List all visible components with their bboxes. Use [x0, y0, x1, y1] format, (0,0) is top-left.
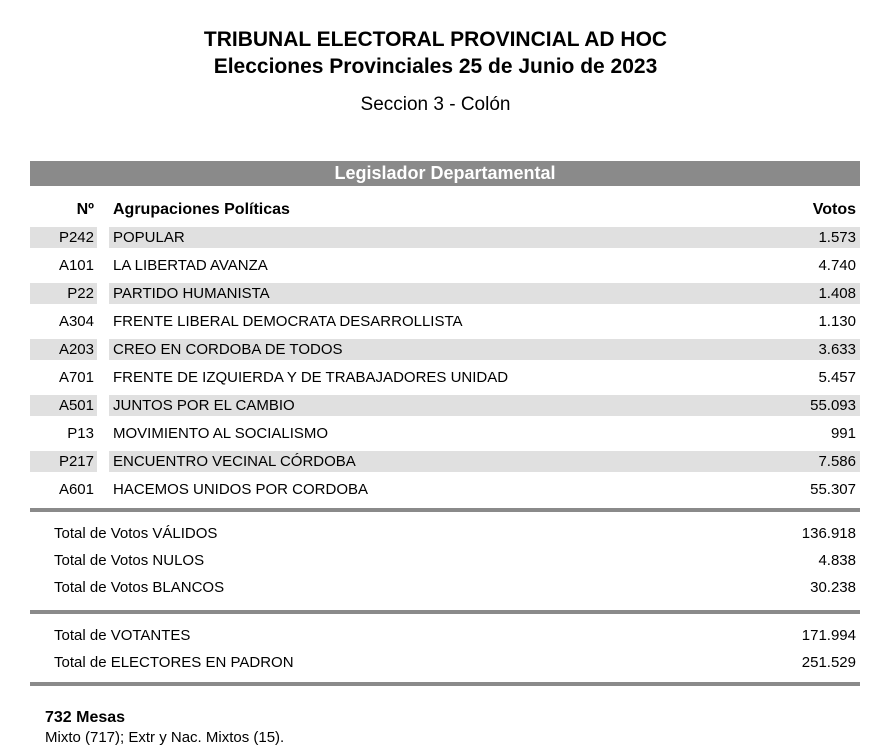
- table-row: [30, 339, 860, 360]
- party-code: A701: [58, 369, 94, 386]
- party-name: ENCUENTRO VECINAL CÓRDOBA: [113, 453, 356, 470]
- party-votes: 1.408: [818, 285, 856, 302]
- results-content: [30, 161, 860, 748]
- totals-electors-group: [30, 622, 860, 676]
- party-name: JUNTOS POR EL CAMBIO: [113, 397, 295, 414]
- page-subtitle-election: Elecciones Provinciales 25 de Junio de 2023: [213, 55, 658, 78]
- party-name: PARTIDO HUMANISTA: [113, 285, 270, 302]
- total-label: Total de ELECTORES EN PADRON: [54, 654, 294, 671]
- party-code: A304: [58, 313, 94, 330]
- total-value: 4.838: [818, 552, 856, 569]
- party-code: A501: [30, 395, 97, 416]
- party-code: A601: [58, 481, 94, 498]
- total-value: 251.529: [801, 654, 856, 671]
- total-row: [30, 649, 860, 676]
- party-code: P242: [30, 227, 97, 248]
- table-row: [30, 479, 860, 500]
- party-votes: 1.130: [818, 313, 856, 330]
- table-row: [30, 423, 860, 444]
- table-row: [30, 311, 860, 332]
- party-code: P217: [30, 451, 97, 472]
- party-name: CREO EN CORDOBA DE TODOS: [113, 341, 343, 358]
- party-code: A101: [58, 257, 94, 274]
- total-label: Total de Votos BLANCOS: [54, 579, 225, 596]
- mesas-detail: Mixto (717); Extr y Nac. Mixtos (15).: [45, 729, 285, 746]
- mesas-count: 732 Mesas: [45, 709, 126, 726]
- party-votes: 55.307: [810, 481, 856, 498]
- column-gap: [97, 199, 109, 221]
- party-name: LA LIBERTAD AVANZA: [113, 257, 268, 274]
- party-votes: 7.586: [818, 453, 856, 470]
- party-name: HACEMOS UNIDOS POR CORDOBA: [113, 481, 369, 498]
- total-row: [30, 547, 860, 574]
- column-header-party: Agrupaciones Políticas: [113, 201, 290, 218]
- separator-rule: [30, 610, 860, 614]
- separator-rule: [30, 508, 860, 512]
- party-name: MOVIMIENTO AL SOCIALISMO: [113, 425, 329, 442]
- party-votes: 3.633: [818, 341, 856, 358]
- table-row: [30, 367, 860, 388]
- totals-votes-group: [30, 520, 860, 601]
- page-title: TRIBUNAL ELECTORAL PROVINCIAL AD HOC: [203, 28, 668, 51]
- total-row: [30, 622, 860, 649]
- results-table: [30, 227, 860, 500]
- section-location: Seccion 3 - Colón: [360, 94, 511, 115]
- party-code: A203: [30, 339, 97, 360]
- total-value: 136.918: [801, 525, 856, 542]
- total-value: 171.994: [801, 627, 856, 644]
- party-votes: 5.457: [818, 369, 856, 386]
- party-votes: 1.573: [818, 229, 856, 246]
- table-column-headers: [30, 199, 860, 221]
- party-code: P22: [30, 283, 97, 304]
- table-row: [30, 395, 860, 416]
- total-row: [30, 520, 860, 547]
- party-name: FRENTE DE IZQUIERDA Y DE TRABAJADORES UNIDAD: [113, 369, 509, 386]
- total-label: Total de VOTANTES: [54, 627, 191, 644]
- total-label: Total de Votos NULOS: [54, 552, 205, 569]
- party-name: FRENTE LIBERAL DEMOCRATA DESARROLLISTA: [113, 313, 463, 330]
- table-row: [30, 283, 860, 304]
- report-footer: [30, 708, 860, 748]
- party-votes: 4.740: [818, 257, 856, 274]
- party-votes: 55.093: [810, 397, 856, 414]
- table-row: [30, 227, 860, 248]
- total-row: [30, 574, 860, 601]
- party-code: P13: [67, 425, 94, 442]
- category-banner: Legislador Departamental: [30, 161, 860, 186]
- column-header-votes: Votos: [812, 201, 856, 218]
- table-row: [30, 255, 860, 276]
- separator-rule: [30, 682, 860, 686]
- table-row: [30, 451, 860, 472]
- party-votes: 991: [830, 425, 856, 442]
- party-name: POPULAR: [113, 229, 185, 246]
- report-header: [0, 0, 871, 117]
- total-value: 30.238: [810, 579, 856, 596]
- column-header-number: Nº: [76, 201, 94, 218]
- total-label: Total de Votos VÁLIDOS: [54, 525, 218, 542]
